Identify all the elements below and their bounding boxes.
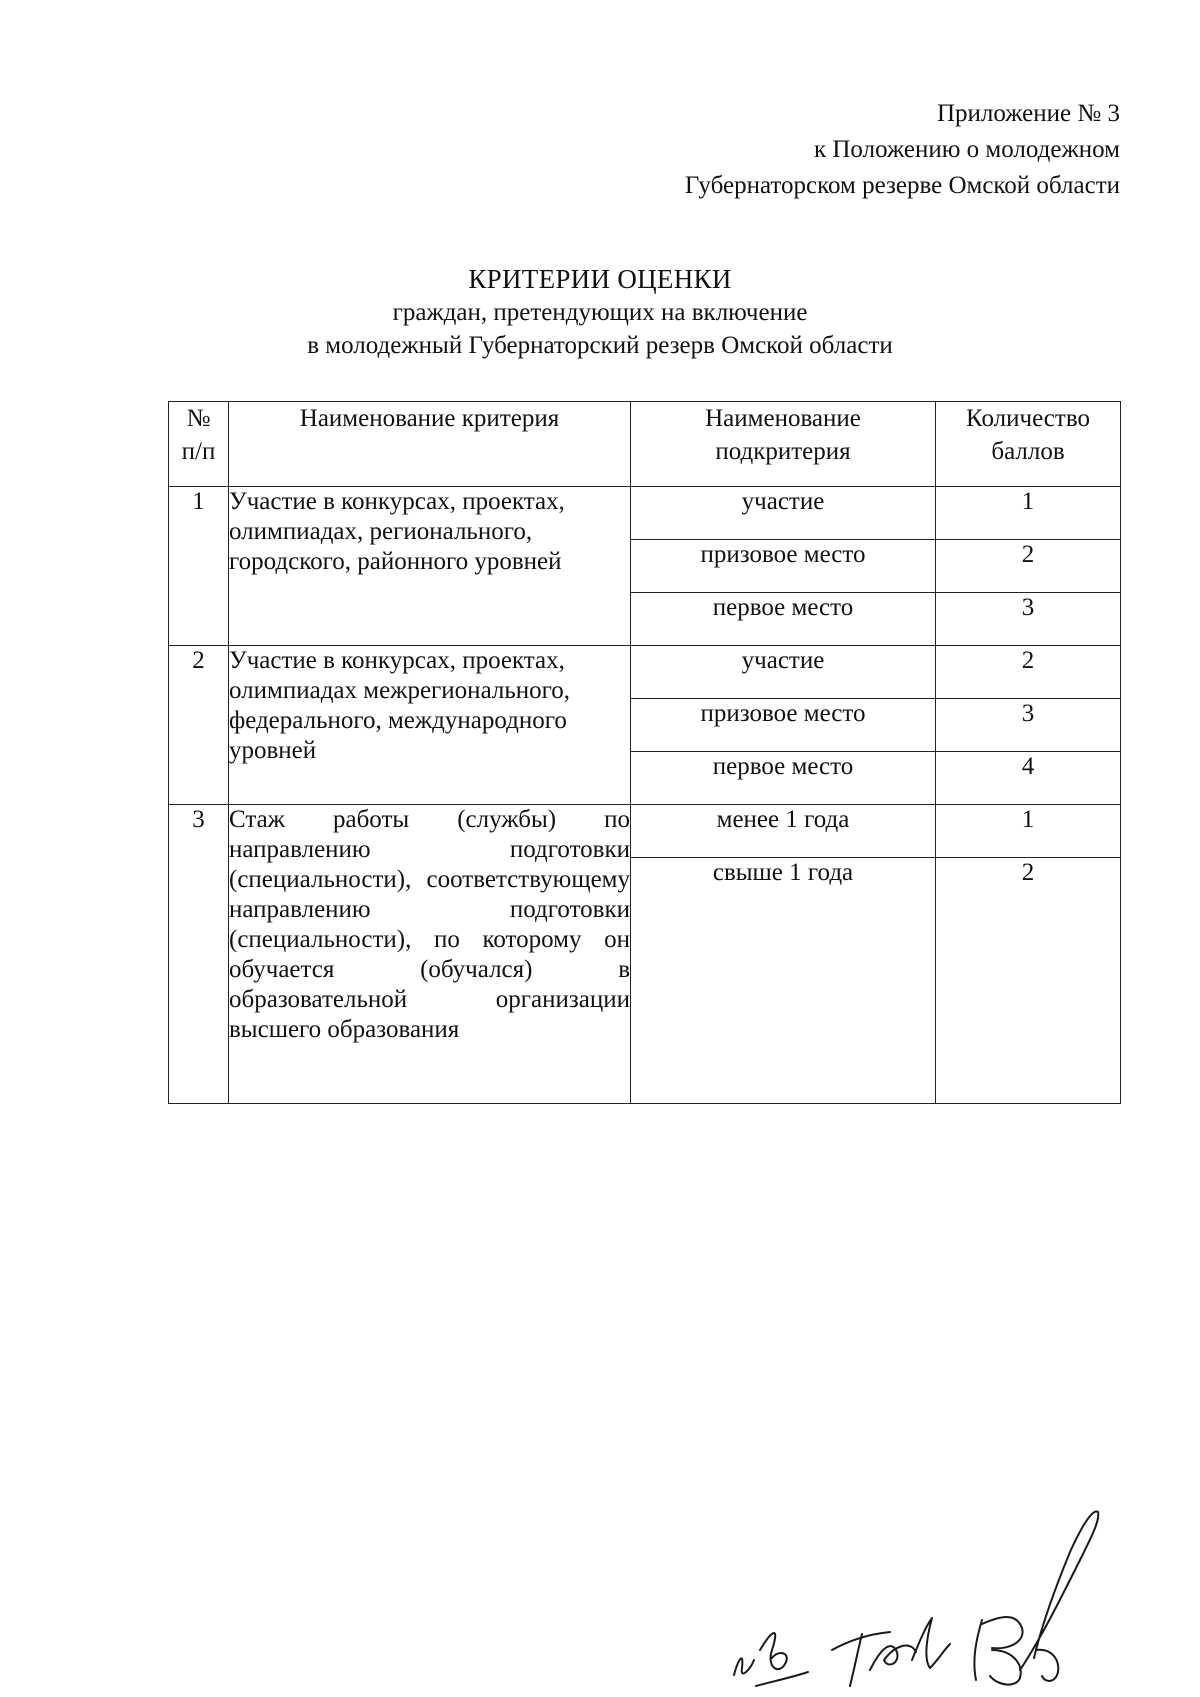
subcriterion-name: свыше 1 года xyxy=(631,858,936,1104)
table-row xyxy=(169,805,1121,858)
header-number xyxy=(169,402,229,487)
subcriterion-name: призовое место xyxy=(631,540,936,593)
subcriterion-name: первое место xyxy=(631,752,936,805)
header-criterion: Наименование критерия xyxy=(229,402,631,487)
points-value: 3 xyxy=(936,593,1121,646)
appendix-reference xyxy=(685,96,1120,204)
handwritten-signatures xyxy=(720,1500,1120,1690)
header-points-line2: баллов xyxy=(991,438,1065,465)
document-subtitle-line2: в молодежный Губернаторский резерв Омской области xyxy=(307,332,893,359)
row-number: 2 xyxy=(169,646,229,805)
row-number: 3 xyxy=(169,805,229,1104)
appendix-regulation: к Положению о молодежном xyxy=(813,136,1120,163)
row-number: 1 xyxy=(169,487,229,646)
subcriterion-name: первое место xyxy=(631,593,936,646)
points-value: 1 xyxy=(936,805,1121,858)
title-block xyxy=(0,262,1200,362)
criterion-name: Стаж работы (службы) по направлению подготовки (специальности), соответствующему направлению подготовки (специальности), по которому он обучается (обучался) в образовательной организации высшего образования xyxy=(229,805,631,1104)
points-value: 3 xyxy=(936,699,1121,752)
table-row xyxy=(169,646,1121,699)
criterion-name: Участие в конкурсах, проектах, олимпиадах, регионального, городского, районного уровней xyxy=(229,487,631,646)
document-title: КРИТЕРИИ ОЦЕНКИ xyxy=(468,264,732,294)
points-value: 1 xyxy=(936,487,1121,540)
header-number-abbr: п/п xyxy=(181,438,216,465)
criterion-name: Участие в конкурсах, проектах, олимпиадах межрегионального, федерального, международного уровней xyxy=(229,646,631,805)
header-points-line1: Количество xyxy=(966,405,1090,432)
points-value: 2 xyxy=(936,540,1121,593)
table-row xyxy=(169,487,1121,540)
header-points xyxy=(936,402,1121,487)
header-subcriterion xyxy=(631,402,936,487)
appendix-reserve: Губернаторском резерве Омской области xyxy=(684,172,1120,199)
subcriterion-name: менее 1 года xyxy=(631,805,936,858)
header-subcriterion-line1: Наименование xyxy=(705,405,861,432)
header-subcriterion-line2: подкритерия xyxy=(715,438,851,465)
subcriterion-name: призовое место xyxy=(631,699,936,752)
criteria-table xyxy=(168,401,1121,1104)
subcriterion-name: участие xyxy=(631,487,936,540)
points-value: 4 xyxy=(936,752,1121,805)
table-header-row xyxy=(169,402,1121,487)
points-value: 2 xyxy=(936,858,1121,1104)
document-subtitle-line1: граждан, претендующих на включение xyxy=(392,299,808,326)
appendix-number: Приложение № 3 xyxy=(936,100,1120,127)
header-number-sign: № xyxy=(186,405,211,432)
subcriterion-name: участие xyxy=(631,646,936,699)
points-value: 2 xyxy=(936,646,1121,699)
